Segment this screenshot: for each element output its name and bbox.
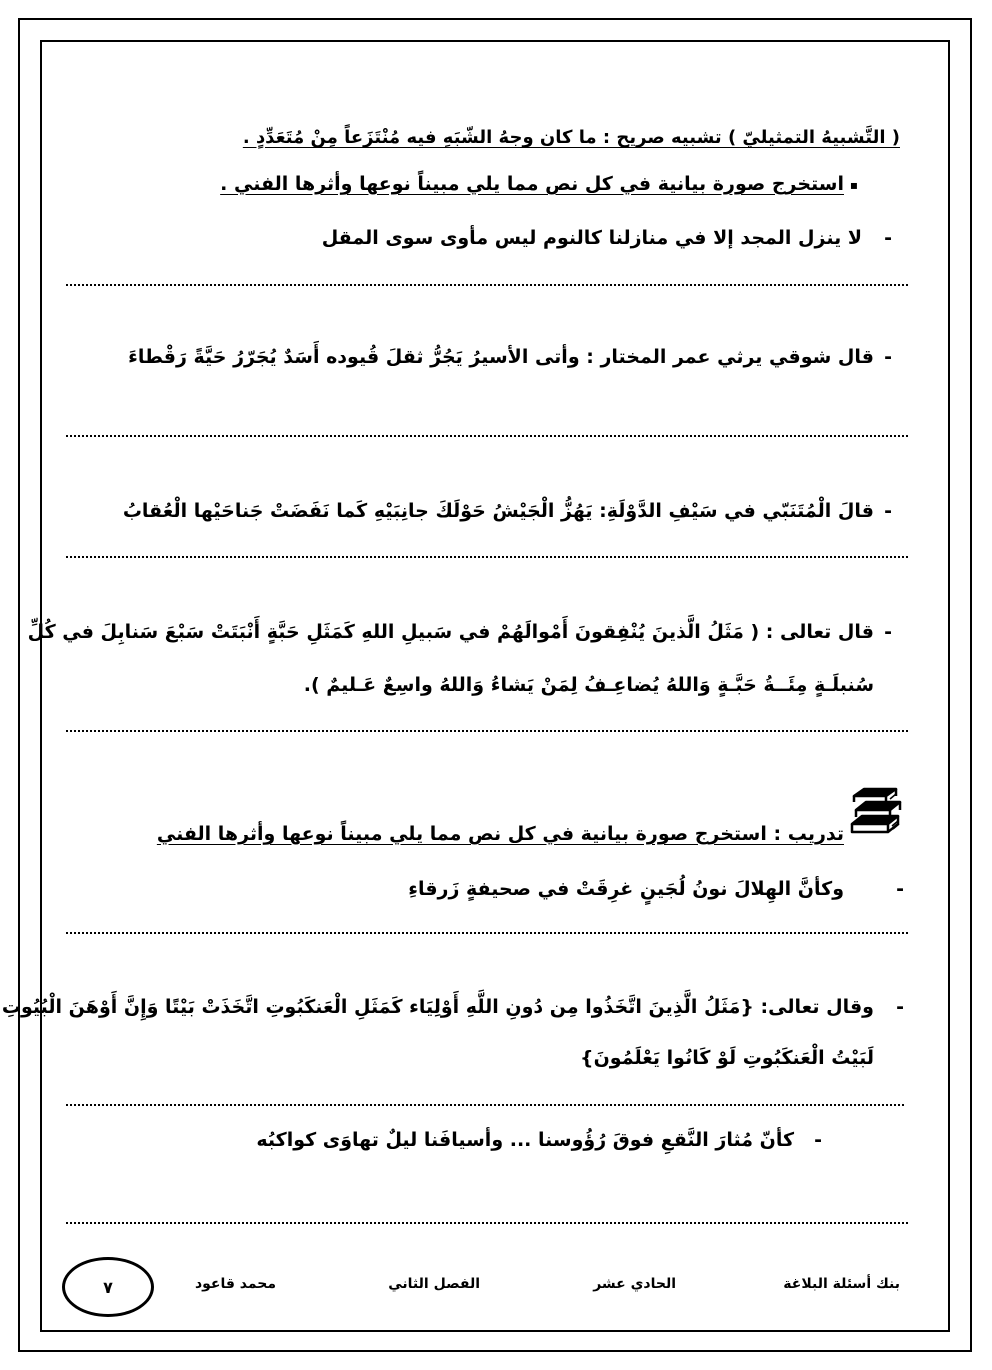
item-dash: -: [814, 1129, 822, 1151]
instruction-bullet: ▪: [849, 178, 858, 192]
poem-line-shawqi: قال شوقي يرثي عمر المختار : وأتى الأسيرُ يَجُرُّ ثقلَ قُيوده أَسَدٌ يُجَرّرُ حَيَّةً رَقْطاءَ: [128, 346, 874, 368]
answer-line: [66, 284, 908, 286]
item-dash: -: [884, 346, 892, 368]
answer-line: [66, 435, 908, 437]
section2-instruction: تدريب : استخرج صورة بيانية في كل نص مما يلي مبيناً نوعها وأثرها الفني: [156, 823, 844, 845]
quran-verse-line1: قال تعالى : ( مَثَلُ الَّذينَ يُنْفِقونَ أَمْوالَهُمْ في سَبيلِ اللهِ كَمَثَلِ حَبَّةٍ أَنْبَتَتْ سَبْعَ سَنابِلَ في كُلِّ: [27, 621, 874, 643]
answer-line: [66, 1222, 908, 1224]
item-dash: -: [896, 878, 904, 900]
footer-grade: الحادي عشر: [593, 1276, 676, 1292]
section1-instruction: استخرج صورة بيانية في كل نص مما يلي مبيناً نوعها وأثرها الفني .: [220, 173, 844, 195]
page-number-text: ٧: [103, 1277, 113, 1297]
poem-line-dust: كأنّ مُثارَ النَّقعِ فوقَ رُؤُوسنا ... وأسيافَنا ليلٌ تهاوَى كواكبُه: [256, 1129, 794, 1151]
answer-line: [66, 730, 908, 732]
footer-term: الفصل الثاني: [388, 1276, 480, 1292]
item-dash: -: [896, 996, 904, 1018]
footer-author: محمد قاعود: [194, 1276, 276, 1292]
answer-line: [66, 932, 908, 934]
page-number: [62, 1257, 154, 1317]
quran-spider-line2: لَبَيْتُ الْعَنكَبُوتِ لَوْ كَانُوا يَعْلَمُونَ}: [580, 1047, 874, 1069]
footer-book-title: بنك أسئلة البلاغة: [783, 1276, 900, 1292]
books-icon: [846, 786, 906, 836]
quran-spider-line1: وقال تعالى: {مَثَلُ الَّذِينَ اتَّخَذُوا مِن دُونِ اللَّهِ أَوْلِيَاء كَمَثَلِ الْعَنكَبُوتِ اتَّخَذَتْ بَيْتًا وَإِنَّ أَوْهَنَ الْبُيُوتِ: [1, 996, 874, 1018]
answer-line: [66, 556, 908, 558]
poem-line-mutanabbi: قالَ الْمُتَنَبّي في سَيْفِ الدَّوْلَةِ: يَهُزُّ الْجَيْشُ حَوْلَكَ جانِبَيْهِ كَما نَفَضَتْ جَناحَيْها الْعُقابُ: [122, 500, 874, 522]
definition-heading: ( التَّشبيهُ التمثيليّ ) تشبيه صريح : ما كان وجهُ الشّبَهِ فيه مُنْتَزَعاً مِنْ مُتَعَدِّدٍ .: [242, 127, 900, 148]
item-dash: -: [884, 500, 892, 522]
item-dash: -: [884, 621, 892, 643]
answer-line: [66, 1104, 904, 1106]
poem-line-crescent: وكأنَّ الهِلالَ نونُ لُجَينٍ غرِقَتْ في صحيفةٍ زَرقاءِ: [408, 878, 844, 900]
item-dash: -: [884, 227, 892, 249]
poem-line-1: لا ينزل المجد إلا في منازلنا كالنوم ليس مأوى سوى المقل: [321, 227, 862, 249]
quran-verse-line2: سُنبلَـةٍ مِئَــةُ حَبَّـةٍ وَاللهُ يُضاعِـفُ لِمَنْ يَشاءُ وَاللهُ واسِعٌ عَـليمٌ ).: [303, 674, 874, 696]
